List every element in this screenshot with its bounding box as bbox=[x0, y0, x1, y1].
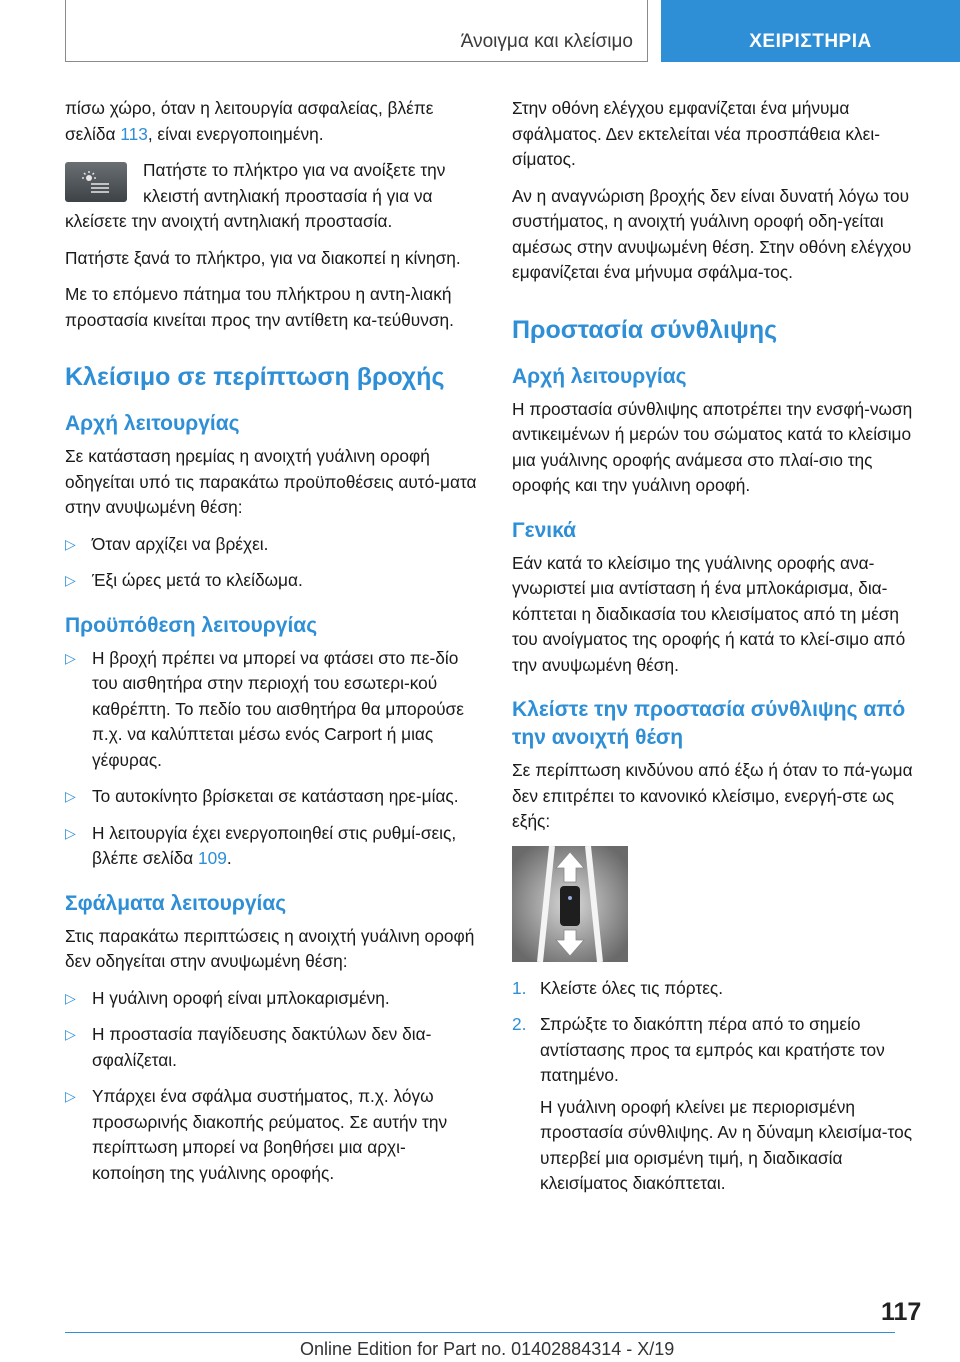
sunblind-button-icon bbox=[65, 162, 127, 202]
paragraph: Εάν κατά το κλείσιμο της γυάλινης οροφής ανα-γνωριστεί μια αντίσταση ή ένα μπλοκάρισμα, δια-κόπτεται η διαδικασία του κλεισίματος από τη μέση του ανοίγματος της οροφής ή κατά το κλεί-σιμο από την ανυψωμένη θέση. bbox=[512, 552, 906, 675]
page-header bbox=[65, 0, 960, 64]
triangle-bullet-icon: ▷ bbox=[65, 1088, 76, 1104]
heading-prerequisite: Προϋπόθεση λειτουργίας bbox=[65, 613, 318, 637]
paragraph: Πατήστε το πλήκτρο για να ανοίξετε την κλειστή αντηλιακή προστασία ή για να κλείσετε την ανοιχτή αντηλιακή προστασία. bbox=[65, 160, 446, 231]
list-item-text: Υπάρχει ένα σφάλμα συστήματος, π.χ. λόγω προσωρινής διακοπής ρεύματος. Σε αυτήν την περίπτωση μπορεί να βοηθήσει μια αρχι-κοποίηση της γυάλινης οροφής. bbox=[92, 1086, 448, 1183]
text: , είναι ενεργοποιημένη. bbox=[147, 123, 324, 144]
paragraph: Σε περίπτωση κινδύνου από έξω ή όταν το πά-γωμα δεν επιτρέπει το κανονικό κλείσιμο, ενεργή-στε ως εξής: bbox=[512, 760, 913, 831]
step-item bbox=[512, 1012, 926, 1197]
heading-rain-closing: Κλείσιμο σε περίπτωση βροχής bbox=[65, 363, 445, 391]
triangle-bullet-icon: ▷ bbox=[65, 572, 76, 588]
page-number: 117 bbox=[881, 1298, 922, 1326]
error-cases-list bbox=[65, 986, 478, 1187]
list-item-text: Η λειτουργία έχει ενεργοποιηθεί στις ρυθμί-σεις, βλέπε σελίδα bbox=[92, 822, 457, 868]
steps-list bbox=[512, 976, 926, 1197]
chapter-tab: ΧΕΙΡΙΣΤΗΡΙΑ bbox=[661, 0, 960, 62]
prerequisite-list bbox=[65, 646, 478, 872]
list-item bbox=[65, 532, 478, 558]
section-title: Άνοιγμα και κλείσιμο bbox=[65, 0, 648, 62]
triangle-bullet-icon: ▷ bbox=[65, 1026, 76, 1042]
paragraph: Στην οθόνη ελέγχου εμφανίζεται ένα μήνυμα σφάλματος. Δεν εκτελείται νέα προσπάθεια κλει-σίματος. bbox=[512, 98, 880, 169]
rain-conditions-list bbox=[65, 532, 478, 594]
list-item bbox=[65, 646, 478, 774]
paragraph: Στις παρακάτω περιπτώσεις η ανοιχτή γυάλινη οροφή δεν οδηγείται στην ανυψωμένη θέση: bbox=[65, 925, 475, 971]
paragraph: Η προστασία σύνθλιψης αποτρέπει την ενσφή-νωση αντικειμένων ή μερών του σώματος κατά το κλείσιμο μια γυάλινης οροφής ανάμεσα στο πλαί-σιο της οροφής και την γυάλινη οροφή. bbox=[512, 398, 913, 495]
paragraph: Σε κατάσταση ηρεμίας η ανοιχτή γυάλινη οροφή οδηγείται υπό τις παρακάτω προϋποθέσεις αυτό-ματα στην ανυψωμένη θέση: bbox=[65, 446, 477, 517]
heading-pinch-protection: Προστασία σύνθλιψης bbox=[512, 315, 778, 344]
list-item-text: Η βροχή πρέπει να μπορεί να φτάσει στο πε-δίο του αισθητήρα στην περιοχή του εσωτερι-κού καθρέπτη. Το πεδίο του αισθητήρα θα μπορούσε π.χ. να καλύπτεται μέσω ενός Carport ή μιας γέφυρας. bbox=[92, 647, 464, 770]
triangle-bullet-icon: ▷ bbox=[65, 989, 76, 1006]
triangle-bullet-icon: ▷ bbox=[65, 649, 76, 666]
paragraph bbox=[65, 96, 478, 147]
list-item bbox=[65, 986, 478, 1012]
list-item bbox=[65, 568, 478, 594]
list-item bbox=[65, 1084, 478, 1186]
text: πίσω χώρο, όταν η λειτουργία ασφαλείας, βλέπε σελίδα bbox=[65, 98, 434, 144]
roof-switch-photo bbox=[512, 846, 628, 962]
heading-principle: Αρχή λειτουργίας bbox=[512, 364, 687, 388]
sunblind-button-block bbox=[65, 158, 478, 235]
list-item-text: Η γυάλινη οροφή είναι μπλοκαρισμένη. bbox=[92, 987, 390, 1008]
step-number: 2. bbox=[512, 1014, 527, 1034]
paragraph: Αν η αναγνώριση βροχής δεν είναι δυνατή λόγω του συστήματος, η ανοιχτή γυάλινη οροφή οδη-γείται αμέσως στην ανυψωμένη θέση. Στην οθόνη ελέγχου εμφανίζεται ένα μήνυμα σφάλμα-τος. bbox=[512, 185, 912, 282]
step-item bbox=[512, 976, 926, 1002]
page-link-109[interactable]: 109 bbox=[197, 848, 227, 868]
heading-principle: Αρχή λειτουργίας bbox=[65, 412, 240, 435]
step-text: Κλείστε όλες τις πόρτες. bbox=[540, 977, 724, 998]
list-item bbox=[65, 1022, 478, 1073]
paragraph: Πατήστε ξανά το πλήκτρο, για να διακοπεί η κίνηση. bbox=[65, 247, 461, 268]
triangle-bullet-icon: ▷ bbox=[65, 535, 76, 552]
text: . bbox=[226, 848, 232, 868]
footer-divider bbox=[65, 1332, 895, 1333]
list-item-text: Όταν αρχίζει να βρέχει. bbox=[92, 533, 269, 554]
right-column bbox=[512, 96, 926, 1208]
list-item-text: Έξι ώρες μετά το κλείδωμα. bbox=[92, 570, 303, 590]
heading-errors: Σφάλματα λειτουργίας bbox=[65, 891, 287, 915]
left-column bbox=[65, 96, 478, 1197]
step-note: Η γυάλινη οροφή κλείνει με περιορισμένη προστασία σύνθλιψης. Αν η δύναμη κλεισίμα-τος υπερβεί μια ορισμένη τιμή, η διαδικασία κλεισίματος διακόπτεται. bbox=[540, 1096, 913, 1193]
list-item-text: Η προστασία παγίδευσης δακτύλων δεν δια-σφαλίζεται. bbox=[92, 1024, 432, 1070]
heading-general: Γενικά bbox=[512, 518, 577, 542]
page-link-113[interactable]: 113 bbox=[120, 123, 148, 144]
triangle-bullet-icon: ▷ bbox=[65, 788, 76, 804]
list-item-text: Το αυτοκίνητο βρίσκεται σε κατάσταση ηρε-μίας. bbox=[92, 786, 459, 806]
list-item bbox=[65, 821, 478, 872]
step-text: Σπρώξτε το διακόπτη πέρα από το σημείο αντίστασης προς τα εμπρός και κρατήστε τον πατημένο. bbox=[540, 1014, 885, 1085]
footer-edition: Online Edition for Part no. 01402884314 - X/19 bbox=[300, 1339, 675, 1359]
paragraph: Με το επόμενο πάτημα του πλήκτρου η αντη-λιακή προστασία κινείται προς την αντίθετη κα-τεύθυνση. bbox=[65, 284, 454, 330]
triangle-bullet-icon: ▷ bbox=[65, 824, 76, 841]
list-item bbox=[65, 784, 478, 810]
heading-close-pinch: Κλείστε την προστασία σύνθλιψης από την ανοιχτή θέση bbox=[512, 698, 906, 749]
step-number: 1. bbox=[512, 977, 527, 998]
